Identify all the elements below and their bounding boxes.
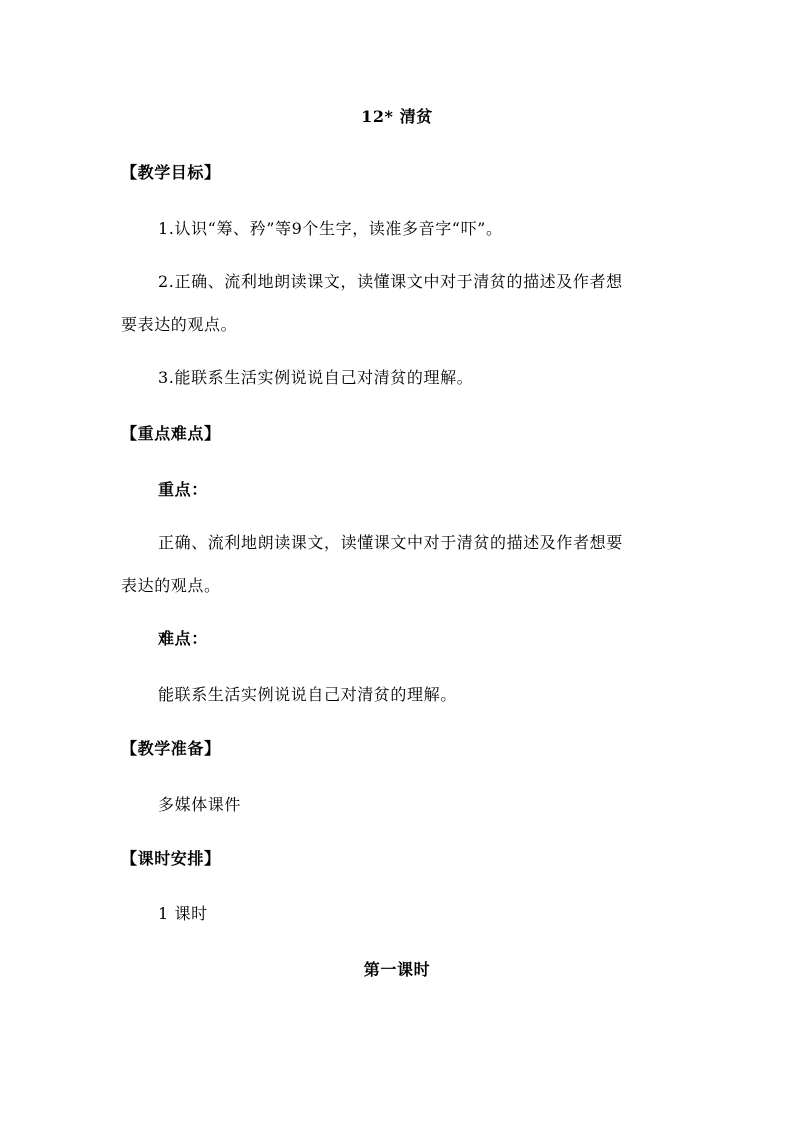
difficulty-label: 难点：	[158, 629, 208, 648]
key-point-line-1: 正确、流利地朗读课文，读懂课文中对于清贫的描述及作者想要	[158, 533, 623, 552]
key-point-label: 重点：	[158, 480, 208, 499]
lesson-title: 第一课时	[363, 960, 431, 979]
preparation-text: 多媒体课件	[158, 795, 242, 814]
document-title: 12* 清贫	[361, 107, 433, 126]
schedule-heading: 【课时安排】	[121, 849, 221, 868]
objective-item-3: 3.能联系生活实例说说自己对清贫的理解。	[158, 368, 474, 387]
difficulty-text: 能联系生活实例说说自己对清贫的理解。	[158, 685, 457, 704]
objective-item-2-line-2: 要表达的观点。	[121, 315, 238, 334]
objective-item-1: 1.认识“筹、矜”等9个生字，读准多音字“吓”。	[158, 219, 503, 238]
objective-item-2-line-1: 2.正确、流利地朗读课文，读懂课文中对于清贫的描述及作者想	[158, 272, 623, 291]
preparation-heading: 【教学准备】	[121, 739, 221, 758]
objectives-heading: 【教学目标】	[121, 163, 221, 182]
key-points-heading: 【重点难点】	[121, 424, 221, 443]
schedule-text: 1 课时	[158, 904, 208, 923]
key-point-line-2: 表达的观点。	[121, 576, 221, 595]
